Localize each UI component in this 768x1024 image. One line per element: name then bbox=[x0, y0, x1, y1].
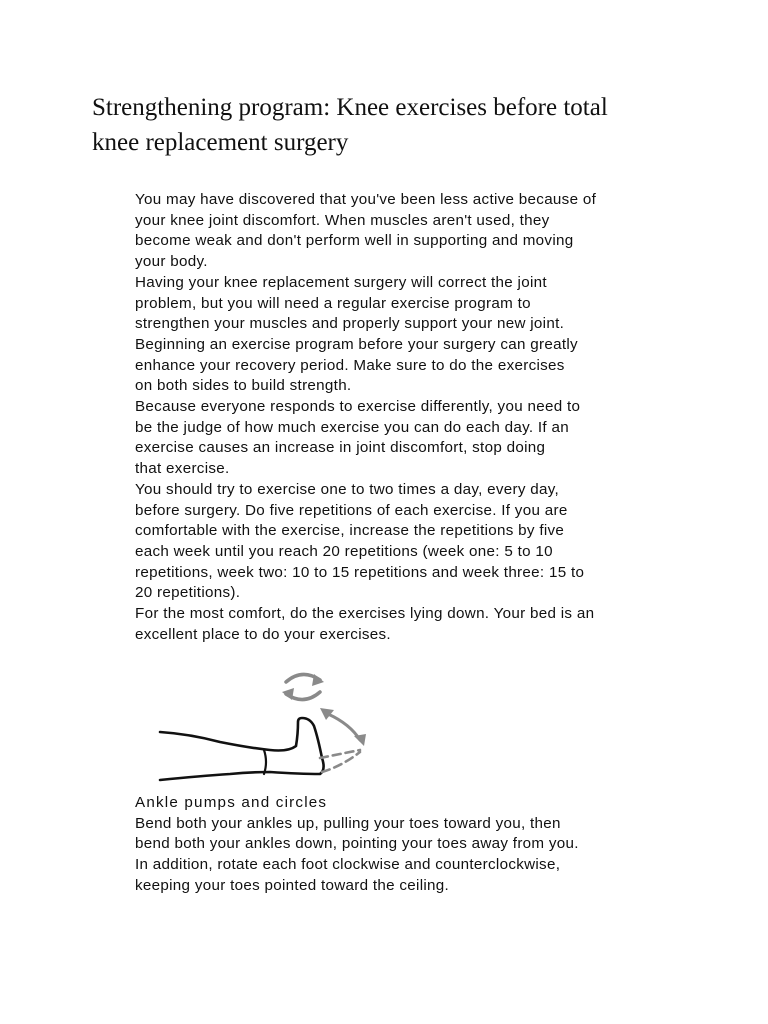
exercise-ankle-pumps bbox=[135, 793, 695, 897]
ankle-pump-illustration bbox=[150, 662, 380, 792]
intro-text bbox=[135, 190, 695, 645]
rotation-arrowhead-bottom bbox=[282, 688, 294, 700]
pointed-foot-outline bbox=[320, 750, 360, 772]
paragraph-surgery: Having your knee replacement surgery will correct the joint problem, but you will need a regular exercise program to strengthen your muscles and properly support your new joint. bbox=[135, 273, 565, 333]
paragraph-repetitions: You should try to exercise one to two times a day, every day, before surgery. Do five repetitions of each exercise. If you are comfortable with the exercise, increase the repetitions by five each week until you reach 20 repetitions (week one: 5 to 10 repetitions, week two: 10 to 15 repetitions and week three: 15 to 20 repetitions). bbox=[135, 480, 585, 602]
paragraph-judge-exercise: Because everyone responds to exercise differently, you need to be the judge of how much exercise you can do each day. If an exercise causes an increase in joint discomfort, stop doing that exercise. bbox=[135, 398, 581, 478]
page-title: Strengthening program: Knee exercises before total knee replacement surgery bbox=[92, 94, 608, 156]
paragraph-comfort: For the most comfort, do the exercises lying down. Your bed is an excellent place to do your exercises. bbox=[135, 605, 595, 643]
exercise-description: Bend both your ankles up, pulling your toes toward you, then bend both your ankles down, pointing your toes away from you. In addition, rotate each foot clockwise and counterclockwise, keeping your toes pointed toward the ceiling. bbox=[135, 814, 579, 894]
paragraph-before-surgery: Beginning an exercise program before your surgery can greatly enhance your recovery period. Make sure to do the exercises on both sides to build strength. bbox=[135, 335, 578, 395]
leg-outline bbox=[160, 718, 324, 780]
exercise-title: Ankle pumps and circles bbox=[135, 794, 328, 811]
rotation-arrowhead-top bbox=[312, 674, 324, 686]
flex-point-arrow-icon bbox=[320, 708, 366, 746]
paragraph-inactivity: You may have discovered that you've been less active because of your knee joint discomfort. When muscles aren't used, they become weak and don't perform well in supporting and moving your body. bbox=[135, 191, 597, 271]
